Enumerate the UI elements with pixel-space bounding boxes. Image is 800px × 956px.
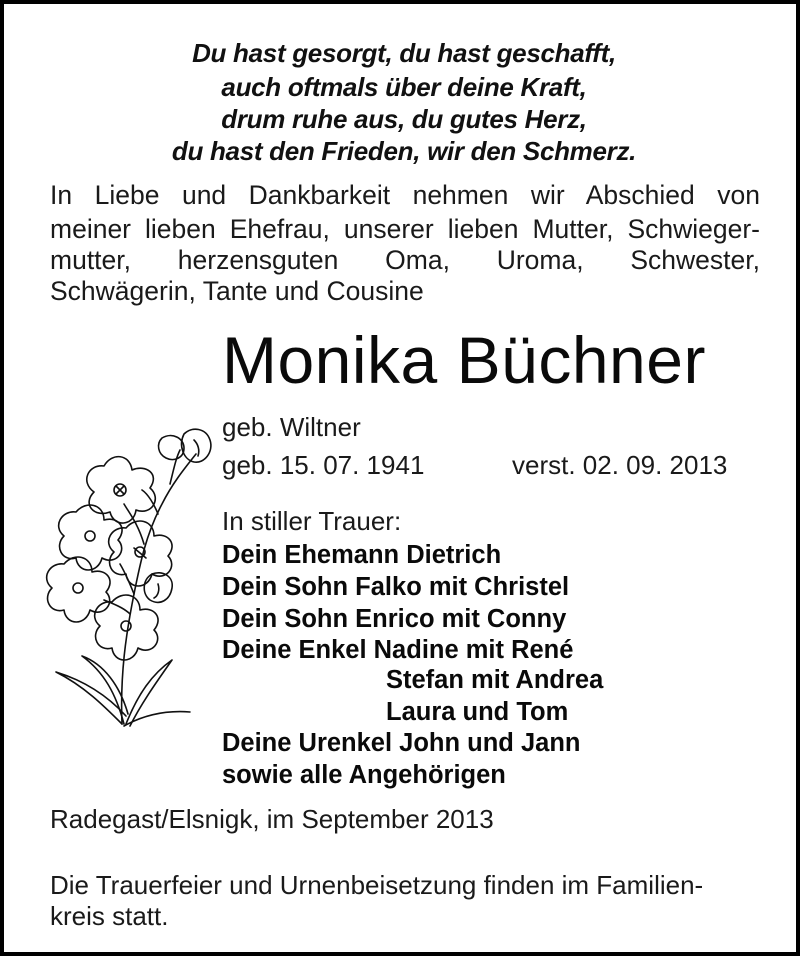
- intro-line-2: meiner lieben Ehefrau, unserer lieben Mutter, Schwieger-: [50, 214, 760, 244]
- mourner-line: Stefan mit Andrea: [386, 666, 604, 694]
- orchid-icon: [34, 424, 224, 744]
- mourning-heading: In stiller Trauer:: [222, 506, 402, 536]
- intro-line-3: mutter, herzensguten Oma, Uroma, Schwester,: [50, 245, 760, 275]
- deceased-name: Monika Büchner: [222, 323, 706, 397]
- birth-date: geb. 15. 07. 1941: [222, 450, 425, 480]
- notice-line-1: Die Trauerfeier und Urnenbeisetzung finden im Familien-: [50, 870, 704, 900]
- mourner-line: sowie alle Angehörigen: [222, 761, 506, 789]
- mourner-line: Dein Sohn Falko mit Christel: [222, 573, 570, 601]
- place-date: Radegast/Elsnigk, im September 2013: [50, 804, 494, 834]
- mourner-line: Deine Enkel Nadine mit René: [222, 636, 574, 664]
- poem-line-4: du hast den Frieden, wir den Schmerz.: [171, 136, 637, 166]
- poem-line-2: auch oftmals über deine Kraft,: [221, 72, 587, 102]
- maiden-name: geb. Wiltner: [222, 412, 361, 442]
- intro-line-1: In Liebe und Dankbarkeit nehmen wir Abschied von: [50, 180, 760, 210]
- poem-line-3: drum ruhe aus, du gutes Herz,: [221, 104, 587, 134]
- poem-line-1: Du hast gesorgt, du hast geschafft,: [192, 38, 616, 68]
- mourner-line: Laura und Tom: [386, 698, 569, 726]
- mourner-line: Dein Ehemann Dietrich: [222, 541, 502, 569]
- notice-line-2: kreis statt.: [50, 901, 169, 931]
- mourner-line: Deine Urenkel John und Jann: [222, 729, 581, 757]
- intro-line-4: Schwägerin, Tante und Cousine: [50, 276, 424, 306]
- mourner-line: Dein Sohn Enrico mit Conny: [222, 605, 567, 633]
- death-date: verst. 02. 09. 2013: [512, 450, 728, 480]
